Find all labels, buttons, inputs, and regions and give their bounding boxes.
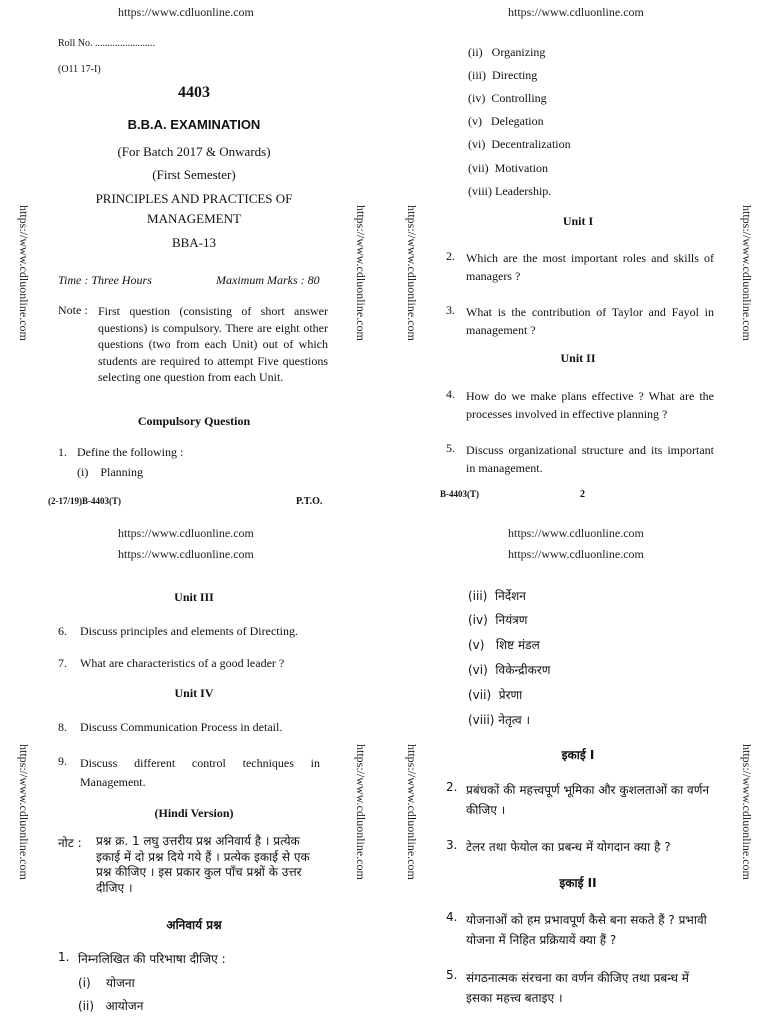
batch-line: (For Batch 2017 & Onwards) <box>117 144 271 159</box>
question-number: 4. <box>446 387 455 401</box>
question-number: 4. <box>446 910 458 924</box>
question-text: What are characteristics of a good leader ? <box>80 656 285 670</box>
page-number: 2 <box>580 489 585 500</box>
watermark-url-vertical: https://www.cdluonline.com <box>405 744 419 880</box>
list-item: (viii) नेतृत्व । <box>468 713 530 727</box>
page-footer-code: (2-17/19)B-4403(T) <box>48 496 121 506</box>
question-text: Discuss Communication Process in detail. <box>80 720 283 734</box>
question-number: 1. <box>58 445 67 459</box>
question-text: What is the contribution of Taylor and Fayol in management ? <box>466 305 714 337</box>
section-heading-compulsory: अनिवार्य प्रश्न <box>166 918 222 932</box>
question-text: Define the following : <box>77 445 184 459</box>
question-number: 3. <box>446 303 455 317</box>
note-label: नोट : <box>58 836 82 850</box>
list-item: (iii) Directing <box>468 68 538 82</box>
semester-line: (First Semester) <box>152 167 236 182</box>
watermark-url-vertical: https://www.cdluonline.com <box>740 205 754 341</box>
list-item: (iii) निर्देशन <box>468 589 526 603</box>
list-item: (vii) Motivation <box>468 161 548 175</box>
page-footer-pto: P.T.O. <box>296 496 323 507</box>
watermark-url-vertical: https://www.cdluonline.com <box>405 205 419 341</box>
watermark-url-vertical: https://www.cdluonline.com <box>354 744 368 880</box>
page-footer-code: B-4403(T) <box>440 489 479 499</box>
exam-title: B.B.A. EXAMINATION <box>127 117 261 132</box>
paper-code: (O11 17-I) <box>58 64 101 75</box>
question-subitem: (i) Planning <box>77 465 143 479</box>
note-label: Note : <box>58 303 88 317</box>
list-item: (iv) नियंत्रण <box>468 613 528 627</box>
list-item: (v) Delegation <box>468 114 544 128</box>
section-heading-hindi-version: (Hindi Version) <box>154 806 234 820</box>
list-item: (vi) Decentralization <box>468 137 571 151</box>
watermark-url-vertical: https://www.cdluonline.com <box>740 744 754 880</box>
watermark-url-top-left: https://www.cdluonline.com <box>118 5 254 19</box>
subject-title-1: PRINCIPLES AND PRACTICES OF <box>95 191 293 206</box>
maximum-marks: Maximum Marks : 80 <box>216 273 320 287</box>
subject-title-2: MANAGEMENT <box>147 211 241 226</box>
unit-heading: इकाई II <box>559 876 597 890</box>
question-number: 1. <box>58 950 70 964</box>
question-text: Discuss organizational structure and its important in management. <box>466 443 714 475</box>
roll-number-field: Roll No. ........................ <box>58 38 155 49</box>
question-text: How do we make plans effective ? What are the processes involved in effective planning ? <box>466 389 714 421</box>
question-number: 5. <box>446 968 458 982</box>
watermark-url-mid-right-1: https://www.cdluonline.com <box>508 526 644 540</box>
question-text: संगठनात्मक संरचना का वर्णन कीजिए तथा प्रबन्ध में इसका महत्त्व बताइए । <box>466 971 689 1005</box>
question-text: टेलर तथा फेयोल का प्रबन्ध में योगदान क्या है ? <box>466 840 671 854</box>
question-number: 2. <box>446 780 458 794</box>
watermark-url-top-right: https://www.cdluonline.com <box>508 5 644 19</box>
paper-number: 4403 <box>178 84 210 101</box>
list-item: (viii) Leadership. <box>468 184 552 198</box>
watermark-url-mid-left-2: https://www.cdluonline.com <box>118 547 254 561</box>
question-number: 3. <box>446 838 458 852</box>
subject-code: BBA-13 <box>171 235 217 250</box>
list-item: (vii) प्रेरणा <box>468 688 523 702</box>
note-text: First question (consisting of short answer questions) is compulsory. There are eight other questions (two from each Unit) out of which students are required to attempt Five questions selecting one question from each Unit. <box>98 304 328 384</box>
watermark-url-vertical: https://www.cdluonline.com <box>354 205 368 341</box>
unit-heading: Unit I <box>562 214 594 228</box>
unit-heading: इकाई I <box>561 748 595 762</box>
unit-heading: Unit III <box>174 590 214 604</box>
list-item: (v) शिष्ट मंडल <box>468 638 540 652</box>
question-number: 5. <box>446 441 455 455</box>
time-allowed: Time : Three Hours <box>58 273 152 287</box>
question-subitem: (ii) आयोजन <box>78 999 144 1013</box>
question-text: निम्नलिखित की परिभाषा दीजिए : <box>78 952 226 966</box>
section-heading-compulsory: Compulsory Question <box>137 414 251 428</box>
question-number: 7. <box>58 656 67 670</box>
question-text: Discuss different control techniques in Management. <box>80 756 320 789</box>
watermark-url-mid-right-2: https://www.cdluonline.com <box>508 547 644 561</box>
unit-heading: Unit II <box>560 351 596 365</box>
list-item: (ii) Organizing <box>468 45 546 59</box>
watermark-url-mid-left-1: https://www.cdluonline.com <box>118 526 254 540</box>
list-item: (vi) विकेन्द्रीकरण <box>468 663 551 677</box>
question-number: 9. <box>58 754 67 768</box>
question-text: प्रबंधकों की महत्त्वपूर्ण भूमिका और कुशलताओं का वर्णन कीजिए । <box>466 783 710 817</box>
question-text: Which are the most important roles and skills of managers ? <box>466 251 714 283</box>
watermark-url-vertical: https://www.cdluonline.com <box>17 205 31 341</box>
unit-heading: Unit IV <box>174 686 214 700</box>
note-text: प्रश्न क्र. 1 लघु उत्तरीय प्रश्न अनिवार्य है । प्रत्येक इकाई में दो प्रश्न दिये गये हैं । प्रत्येक इकाई से एक प्रश्न कीजिए । इस प्रकार कुल पाँच प्रश्नों के उत्तर दीजिए । <box>96 834 310 895</box>
question-text: Discuss principles and elements of Directing. <box>80 624 298 638</box>
question-number: 2. <box>446 249 455 263</box>
watermark-url-vertical: https://www.cdluonline.com <box>17 744 31 880</box>
question-number: 6. <box>58 624 67 638</box>
question-text: योजनाओं को हम प्रभावपूर्ण कैसे बना सकते हैं ? प्रभावी योजना में निहित प्रक्रियायें क्या हैं ? <box>466 913 707 947</box>
question-number: 8. <box>58 720 67 734</box>
question-subitem: (i) योजना <box>78 976 135 990</box>
list-item: (iv) Controlling <box>468 91 547 105</box>
